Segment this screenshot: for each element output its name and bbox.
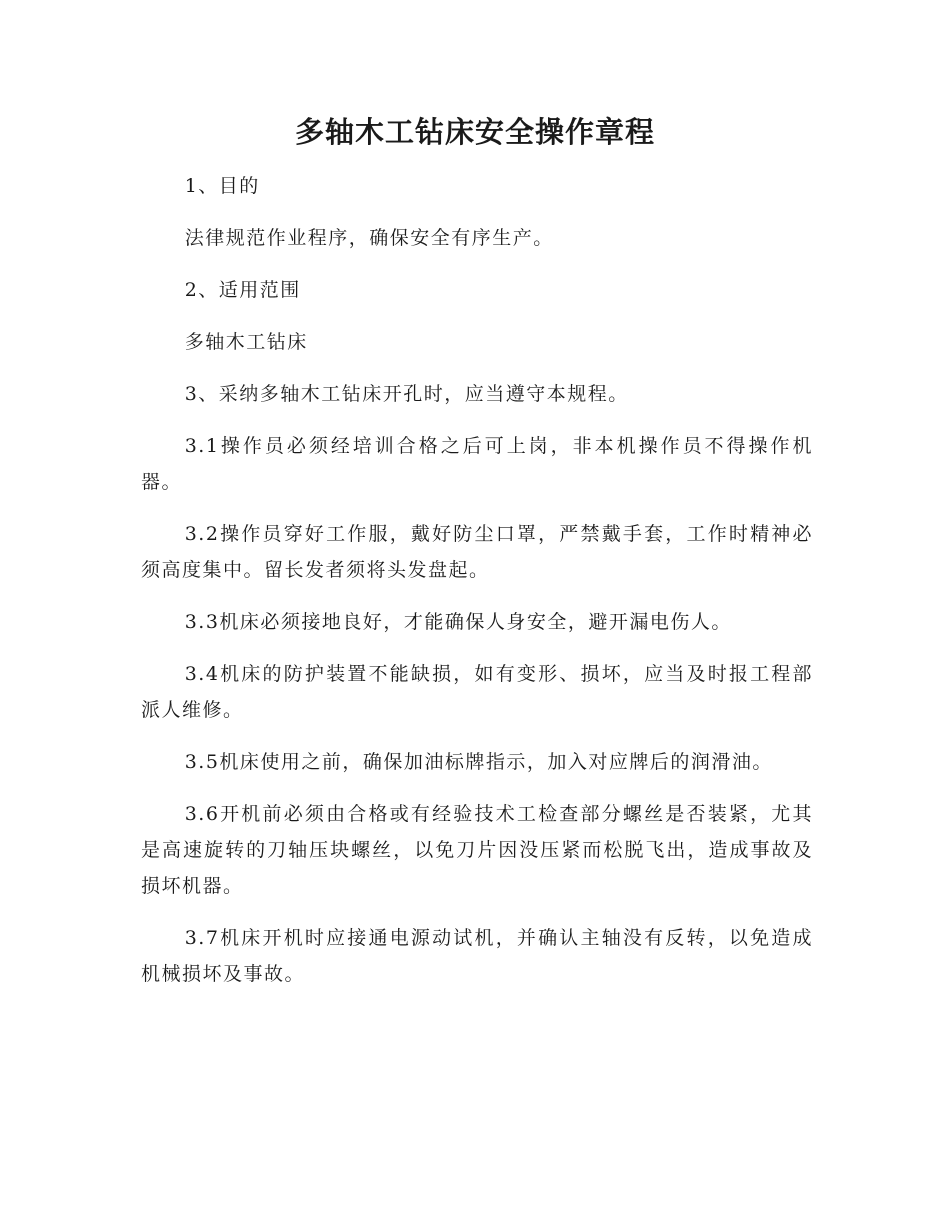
- paragraph-section-3-heading: 3、采纳多轴木工钻床开孔时，应当遵守本规程。: [184, 383, 629, 405]
- paragraph-rule-3-3: 3.3机床必须接地良好，才能确保人身安全，避开漏电伤人。: [184, 611, 732, 633]
- paragraph-purpose: 法律规范作业程序，确保安全有序生产。: [184, 227, 554, 249]
- paragraph-rule-3-2: 3.2操作员穿好工作服，戴好防尘口罩，严禁戴手套，工作时精神必须高度集中。留长发者须将头发盘起。: [141, 523, 813, 581]
- paragraph-scope: 多轴木工钻床: [184, 331, 308, 353]
- paragraph-section-1-heading: 1、目的: [184, 175, 260, 197]
- paragraph-section-2-heading: 2、适用范围: [184, 279, 301, 301]
- paragraph-rule-3-4: 3.4机床的防护装置不能缺损，如有变形、损坏，应当及时报工程部派人维修。: [141, 663, 813, 721]
- paragraph-rule-3-1: 3.1操作员必须经培训合格之后可上岗，非本机操作员不得操作机器。: [141, 435, 813, 493]
- paragraph-rule-3-6: 3.6开机前必须由合格或有经验技术工检查部分螺丝是否装紧，尤其是高速旋转的刀轴压块螺丝，以免刀片因没压紧而松脱飞出，造成事故及损坏机器。: [141, 803, 813, 897]
- paragraph-rule-3-5: 3.5机床使用之前，确保加油标牌指示，加入对应牌后的润滑油。: [184, 751, 773, 773]
- page-title: 多轴木工钻床安全操作章程: [294, 115, 655, 149]
- document-body: [141, 168, 813, 1008]
- paragraph-rule-3-7: 3.7机床开机时应接通电源动试机，并确认主轴没有反转，以免造成机械损坏及事故。: [141, 927, 813, 985]
